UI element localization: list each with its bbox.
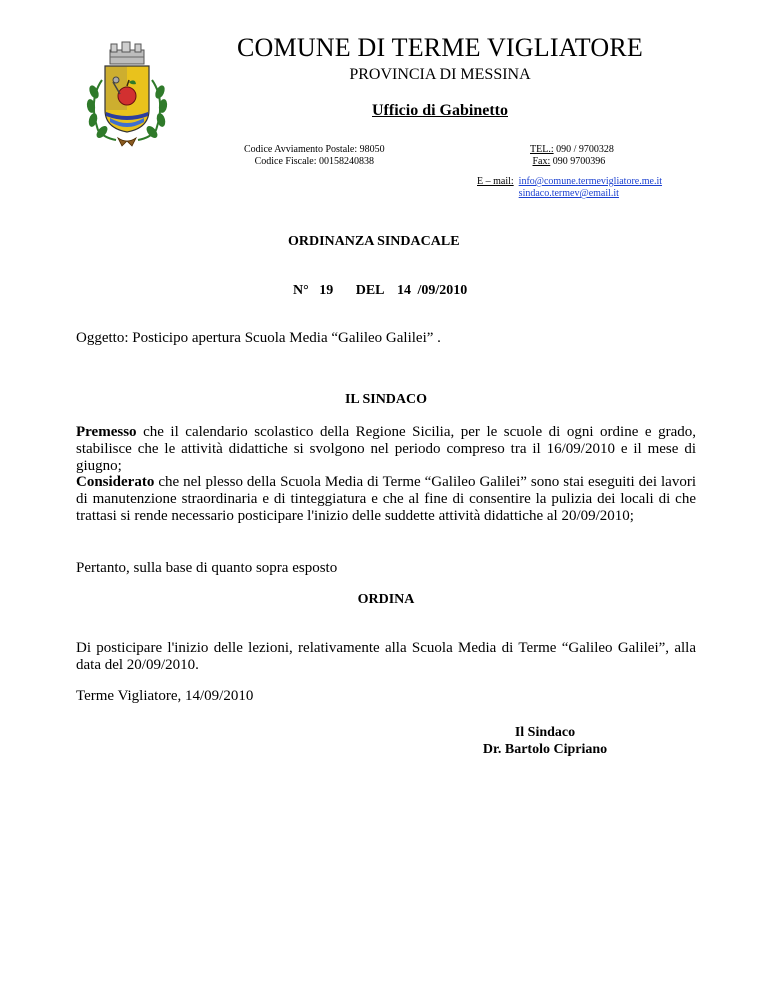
tel-label: TEL.: — [530, 144, 554, 155]
ordinance-date: 14 /09/2010 — [397, 283, 468, 298]
place-date: Terme Vigliatore, 14/09/2010 — [76, 688, 254, 704]
signature-name: Dr. Bartolo Cipriano — [482, 742, 608, 757]
email-block — [477, 176, 662, 200]
postal-code: Codice Avviamento Postale: 98050 — [244, 144, 385, 155]
premesso-lead: Premesso — [76, 424, 137, 440]
fax-label: Fax: — [532, 156, 551, 167]
premesso-text: che il calendario scolastico della Regione Sicilia, per le scuole di ogni ordine e grado, stabilisce che le attività didattiche si svolgono nel periodo compreso tra il 16/09/2010 e il mese di giugno; — [76, 424, 696, 474]
email-link-sindaco[interactable]: sindaco.termev@email.it — [518, 188, 619, 199]
considerato-lead: Considerato — [76, 474, 155, 490]
ordinance-number-line — [293, 283, 467, 299]
email-row — [477, 176, 662, 200]
considerato-text: che nel plesso della Scuola Media di Terme “Galileo Galilei” sono stai eseguiti dei lavori di manutenzione straordinaria e di tinteggiatura e che al fine di consentire la pulizia dei locali di che trattasi si rende necessario posticipare l'inizio delle suddette attività didattiche al 20/09/2010; — [76, 474, 696, 524]
email-label: E – mail: — [477, 176, 514, 187]
codes-block — [244, 144, 385, 168]
signature-block — [470, 724, 620, 758]
sindaco-heading: IL SINDACO — [344, 392, 428, 407]
fax-value: 090 9700396 — [550, 156, 606, 167]
municipality-title: COMUNE DI TERME VIGLIATORE — [236, 33, 644, 62]
phone-block — [530, 144, 614, 168]
municipal-crest — [80, 40, 172, 150]
email-link-info[interactable]: info@comune.termevigliatore.me.it — [518, 176, 663, 187]
premesso-paragraph — [76, 424, 696, 475]
considerato-paragraph — [76, 474, 696, 525]
office-name: Ufficio di Gabinetto — [372, 102, 508, 119]
fiscal-code: Codice Fiscale: 00158240838 — [254, 156, 375, 167]
tel-value: 090 / 9700328 — [553, 144, 614, 155]
subject-line: Oggetto: Posticipo apertura Scuola Media “Galileo Galilei” . — [76, 330, 441, 346]
ordina-paragraph: Di posticipare l'inizio delle lezioni, relativamente alla Scuola Media di Terme “Galileo Galilei”, alla data del 20/09/2010. — [76, 640, 696, 673]
phone-line — [530, 144, 614, 156]
crest-emblem-icon — [80, 40, 172, 150]
signature-role: Il Sindaco — [514, 725, 576, 740]
fax-line — [530, 156, 614, 168]
province-name: PROVINCIA DI MESSINA — [349, 66, 531, 83]
ordinance-title: ORDINANZA SINDACALE — [288, 234, 460, 249]
email-links — [519, 176, 662, 200]
ordinance-number: 19 — [319, 283, 334, 298]
pertanto-paragraph: Pertanto, sulla base di quanto sopra esposto — [76, 560, 338, 576]
number-label: N° — [293, 283, 309, 298]
ordina-heading: ORDINA — [357, 592, 415, 607]
del-label: DEL — [355, 283, 385, 298]
